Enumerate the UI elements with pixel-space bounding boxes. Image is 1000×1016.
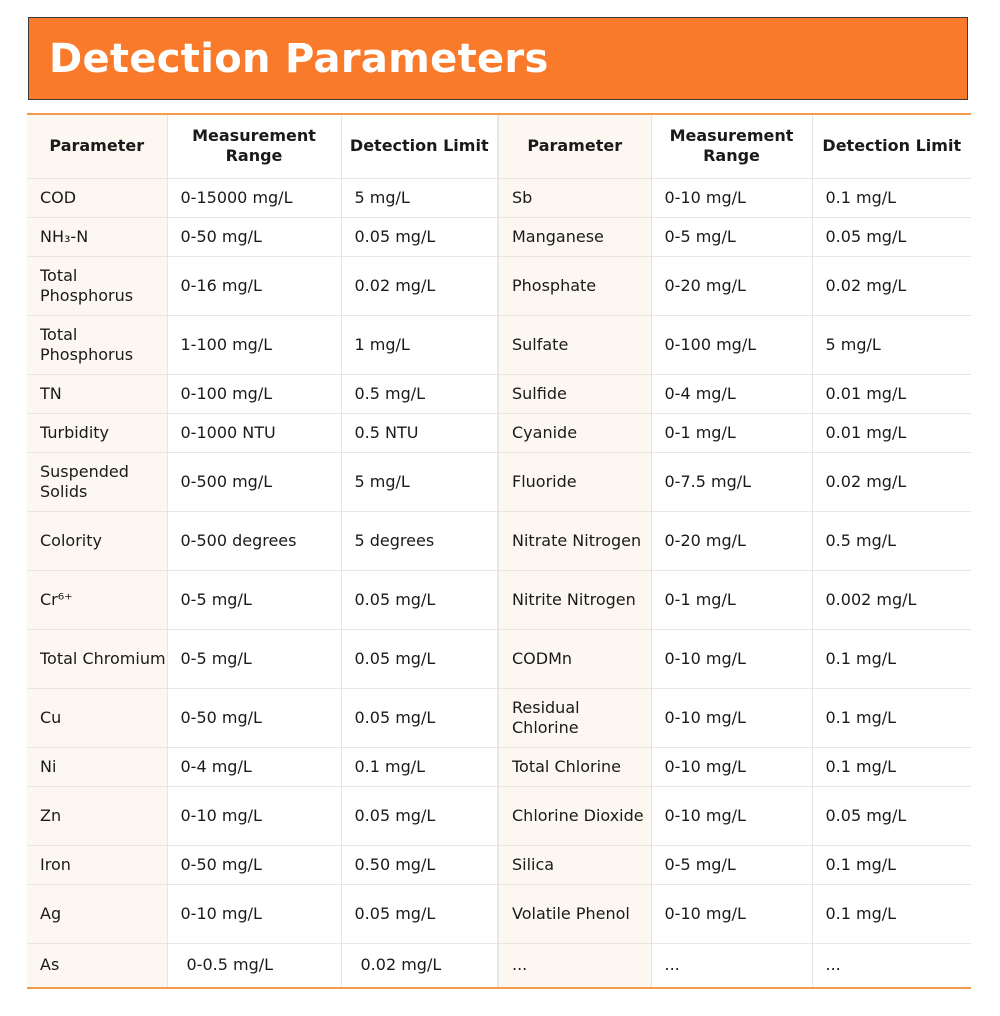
detection-limit-cell: 0.05 mg/L bbox=[341, 884, 498, 943]
detection-limit-cell: 0.1 mg/L bbox=[812, 747, 971, 786]
measurement-range-cell: 0-10 mg/L bbox=[167, 786, 341, 845]
header-measurement-range: Measurement Range bbox=[167, 115, 341, 178]
parameter-cell: COD bbox=[27, 178, 167, 217]
parameter-cell: Phosphate bbox=[498, 256, 651, 315]
parameter-cell: As bbox=[27, 943, 167, 987]
parameter-cell: Silica bbox=[498, 845, 651, 884]
parameter-cell: Volatile Phenol bbox=[498, 884, 651, 943]
parameter-cell: Zn bbox=[27, 786, 167, 845]
parameter-cell: NH₃-N bbox=[27, 217, 167, 256]
detection-limit-cell: 0.1 mg/L bbox=[812, 688, 971, 747]
parameter-cell: Cr⁶⁺ bbox=[27, 570, 167, 629]
table-row bbox=[27, 884, 971, 943]
measurement-range-cell: 0-1 mg/L bbox=[651, 570, 812, 629]
measurement-range-cell: 0-20 mg/L bbox=[651, 256, 812, 315]
parameter-cell: Sulfide bbox=[498, 374, 651, 413]
parameter-cell: Ni bbox=[27, 747, 167, 786]
parameter-cell: Total Phosphorus bbox=[27, 256, 167, 315]
table-row bbox=[27, 629, 971, 688]
detection-limit-cell: 0.05 mg/L bbox=[812, 217, 971, 256]
measurement-range-cell: 0-100 mg/L bbox=[167, 374, 341, 413]
measurement-range-cell: 0-7.5 mg/L bbox=[651, 452, 812, 511]
parameter-cell: Residual Chlorine bbox=[498, 688, 651, 747]
table-header-row bbox=[27, 115, 971, 178]
header-parameter: Parameter bbox=[27, 115, 167, 178]
measurement-range-cell: 0-500 degrees bbox=[167, 511, 341, 570]
measurement-range-cell: 0-10 mg/L bbox=[167, 884, 341, 943]
detection-limit-cell: 0.1 mg/L bbox=[812, 845, 971, 884]
measurement-range-cell: 0-16 mg/L bbox=[167, 256, 341, 315]
parameter-cell: Nitrite Nitrogen bbox=[498, 570, 651, 629]
measurement-range-cell: 0-100 mg/L bbox=[651, 315, 812, 374]
detection-limit-cell: 0.002 mg/L bbox=[812, 570, 971, 629]
detection-limit-cell: 5 mg/L bbox=[812, 315, 971, 374]
table-row bbox=[27, 315, 971, 374]
measurement-range-cell: 0-5 mg/L bbox=[167, 629, 341, 688]
table-row bbox=[27, 943, 971, 987]
parameters-table bbox=[27, 115, 971, 987]
detection-limit-cell: 0.05 mg/L bbox=[341, 786, 498, 845]
detection-limit-cell: 0.5 mg/L bbox=[341, 374, 498, 413]
table-row bbox=[27, 688, 971, 747]
table-row bbox=[27, 413, 971, 452]
table-row bbox=[27, 747, 971, 786]
title-banner bbox=[28, 17, 968, 100]
measurement-range-cell: 0-10 mg/L bbox=[651, 884, 812, 943]
parameter-cell: Colority bbox=[27, 511, 167, 570]
detection-limit-cell: 5 mg/L bbox=[341, 452, 498, 511]
parameter-cell: Ag bbox=[27, 884, 167, 943]
detection-limit-cell: 0.01 mg/L bbox=[812, 374, 971, 413]
table-row bbox=[27, 178, 971, 217]
detection-limit-cell: 5 mg/L bbox=[341, 178, 498, 217]
detection-limit-cell: 0.5 NTU bbox=[341, 413, 498, 452]
parameter-cell: Cyanide bbox=[498, 413, 651, 452]
measurement-range-cell: 0-10 mg/L bbox=[651, 178, 812, 217]
parameter-cell: Chlorine Dioxide bbox=[498, 786, 651, 845]
parameter-cell: Suspended Solids bbox=[27, 452, 167, 511]
measurement-range-cell: 0-10 mg/L bbox=[651, 747, 812, 786]
table-row bbox=[27, 256, 971, 315]
measurement-range-cell: 0-1 mg/L bbox=[651, 413, 812, 452]
table-row bbox=[27, 786, 971, 845]
table-row bbox=[27, 217, 971, 256]
measurement-range-cell: 0-50 mg/L bbox=[167, 217, 341, 256]
header-detection-limit: Detection Limit bbox=[812, 115, 971, 178]
table-row bbox=[27, 511, 971, 570]
parameter-cell: TN bbox=[27, 374, 167, 413]
table-bottom-rule bbox=[27, 987, 971, 989]
parameter-cell: Sb bbox=[498, 178, 651, 217]
parameter-cell: Sulfate bbox=[498, 315, 651, 374]
detection-limit-cell: 0.1 mg/L bbox=[341, 747, 498, 786]
measurement-range-cell: 0-0.5 mg/L bbox=[167, 943, 341, 987]
measurement-range-cell: 0-5 mg/L bbox=[167, 570, 341, 629]
detection-limit-cell: 0.1 mg/L bbox=[812, 178, 971, 217]
measurement-range-cell: 0-10 mg/L bbox=[651, 688, 812, 747]
detection-limit-cell: 0.05 mg/L bbox=[341, 217, 498, 256]
page-title: Detection Parameters bbox=[49, 35, 549, 82]
table-row bbox=[27, 452, 971, 511]
measurement-range-cell: 0-50 mg/L bbox=[167, 688, 341, 747]
header-parameter: Parameter bbox=[498, 115, 651, 178]
measurement-range-cell: 0-20 mg/L bbox=[651, 511, 812, 570]
parameter-cell: Total Chlorine bbox=[498, 747, 651, 786]
detection-limit-cell: 0.05 mg/L bbox=[341, 629, 498, 688]
detection-limit-cell: 0.1 mg/L bbox=[812, 629, 971, 688]
parameter-cell: Iron bbox=[27, 845, 167, 884]
detection-limit-cell: 0.01 mg/L bbox=[812, 413, 971, 452]
detection-limit-cell: ... bbox=[812, 943, 971, 987]
measurement-range-cell: 0-4 mg/L bbox=[167, 747, 341, 786]
detection-limit-cell: 0.50 mg/L bbox=[341, 845, 498, 884]
detection-limit-cell: 5 degrees bbox=[341, 511, 498, 570]
detection-limit-cell: 0.05 mg/L bbox=[812, 786, 971, 845]
parameter-cell: Total Chromium bbox=[27, 629, 167, 688]
table-row bbox=[27, 374, 971, 413]
parameter-cell: Nitrate Nitrogen bbox=[498, 511, 651, 570]
parameter-cell: Cu bbox=[27, 688, 167, 747]
measurement-range-cell: 0-5 mg/L bbox=[651, 217, 812, 256]
measurement-range-cell: ... bbox=[651, 943, 812, 987]
table-row bbox=[27, 570, 971, 629]
parameter-cell: ... bbox=[498, 943, 651, 987]
measurement-range-cell: 0-15000 mg/L bbox=[167, 178, 341, 217]
detection-limit-cell: 0.02 mg/L bbox=[812, 452, 971, 511]
detection-limit-cell: 0.1 mg/L bbox=[812, 884, 971, 943]
parameter-cell: Manganese bbox=[498, 217, 651, 256]
measurement-range-cell: 0-10 mg/L bbox=[651, 629, 812, 688]
table-row bbox=[27, 845, 971, 884]
header-detection-limit: Detection Limit bbox=[341, 115, 498, 178]
parameter-cell: Total Phosphorus bbox=[27, 315, 167, 374]
parameter-cell: CODMn bbox=[498, 629, 651, 688]
detection-limit-cell: 0.5 mg/L bbox=[812, 511, 971, 570]
header-measurement-range: Measurement Range bbox=[651, 115, 812, 178]
detection-limit-cell: 1 mg/L bbox=[341, 315, 498, 374]
detection-limit-cell: 0.02 mg/L bbox=[812, 256, 971, 315]
measurement-range-cell: 0-4 mg/L bbox=[651, 374, 812, 413]
detection-limit-cell: 0.02 mg/L bbox=[341, 256, 498, 315]
measurement-range-cell: 1-100 mg/L bbox=[167, 315, 341, 374]
parameter-cell: Fluoride bbox=[498, 452, 651, 511]
measurement-range-cell: 0-10 mg/L bbox=[651, 786, 812, 845]
measurement-range-cell: 0-500 mg/L bbox=[167, 452, 341, 511]
measurement-range-cell: 0-50 mg/L bbox=[167, 845, 341, 884]
measurement-range-cell: 0-1000 NTU bbox=[167, 413, 341, 452]
parameters-table-wrapper bbox=[27, 113, 971, 989]
parameter-cell: Turbidity bbox=[27, 413, 167, 452]
measurement-range-cell: 0-5 mg/L bbox=[651, 845, 812, 884]
detection-limit-cell: 0.02 mg/L bbox=[341, 943, 498, 987]
detection-limit-cell: 0.05 mg/L bbox=[341, 570, 498, 629]
detection-limit-cell: 0.05 mg/L bbox=[341, 688, 498, 747]
